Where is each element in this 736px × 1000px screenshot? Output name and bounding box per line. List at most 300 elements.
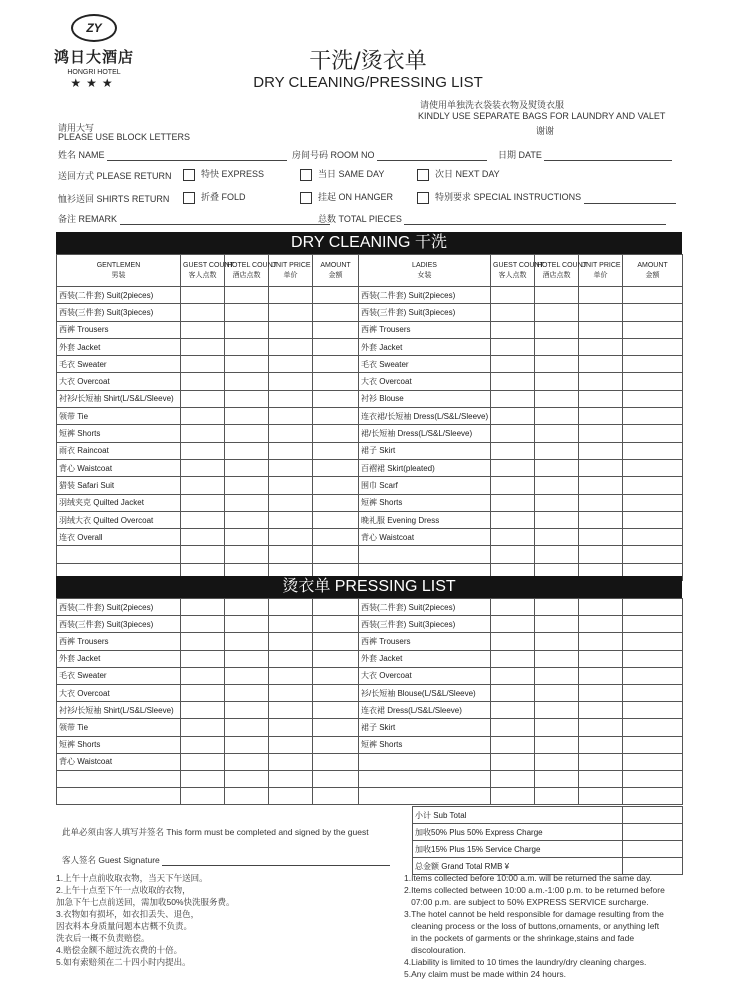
entry-cell[interactable] xyxy=(579,529,623,546)
entry-cell[interactable] xyxy=(269,390,313,407)
entry-cell[interactable] xyxy=(535,650,579,667)
entry-cell[interactable] xyxy=(269,702,313,719)
table-row xyxy=(57,599,683,616)
guest-count-header: GUEST COUNT 客人点数 xyxy=(181,255,225,287)
entry-cell[interactable] xyxy=(313,616,359,633)
entry-cell[interactable] xyxy=(491,633,535,650)
sub-total-label: 小计 Sub Total xyxy=(413,807,623,824)
gentlemen-item: 衬衫/长短袖 Shirt(L/S&L/Sleeve) xyxy=(57,702,181,719)
entry-cell[interactable] xyxy=(491,667,535,684)
notes-cn xyxy=(56,872,386,968)
entry-cell[interactable] xyxy=(491,425,535,442)
entry-cell[interactable] xyxy=(623,477,683,494)
entry-cell[interactable] xyxy=(269,616,313,633)
entry-cell[interactable] xyxy=(491,702,535,719)
entry-cell[interactable] xyxy=(491,788,535,805)
entry-cell[interactable] xyxy=(269,719,313,736)
entry-cell[interactable] xyxy=(313,287,359,304)
ladies-item: 百褶裙 Skirt(pleated) xyxy=(359,459,491,476)
entry-cell[interactable] xyxy=(313,599,359,616)
entry-cell[interactable] xyxy=(535,442,579,459)
entry-cell[interactable] xyxy=(623,684,683,701)
entry-cell[interactable] xyxy=(313,425,359,442)
entry-cell[interactable] xyxy=(535,736,579,753)
entry-cell[interactable] xyxy=(181,511,225,528)
entry-cell[interactable] xyxy=(269,529,313,546)
special-checkbox[interactable] xyxy=(417,192,429,204)
entry-cell[interactable] xyxy=(269,770,313,787)
entry-cell[interactable] xyxy=(535,770,579,787)
entry-cell[interactable] xyxy=(491,321,535,338)
entry-cell xyxy=(57,770,181,787)
entry-cell[interactable] xyxy=(535,373,579,390)
entry-cell[interactable] xyxy=(535,494,579,511)
entry-cell[interactable] xyxy=(181,459,225,476)
ladies-item: 裙子 Skirt xyxy=(359,719,491,736)
fold-label: 折叠 FOLD xyxy=(201,192,246,202)
entry-cell[interactable] xyxy=(623,442,683,459)
entry-cell[interactable] xyxy=(623,356,683,373)
entry-cell[interactable] xyxy=(269,356,313,373)
entry-cell[interactable] xyxy=(225,459,269,476)
entry-cell[interactable] xyxy=(225,616,269,633)
entry-cell[interactable] xyxy=(225,599,269,616)
entry-cell[interactable] xyxy=(579,408,623,425)
entry-cell[interactable] xyxy=(491,736,535,753)
dry-cleaning-table xyxy=(56,254,683,581)
entry-cell[interactable] xyxy=(225,494,269,511)
entry-cell[interactable] xyxy=(579,425,623,442)
ladies-item: 大衣 Overcoat xyxy=(359,373,491,390)
entry-cell[interactable] xyxy=(623,304,683,321)
entry-cell[interactable] xyxy=(181,788,225,805)
entry-cell[interactable] xyxy=(623,667,683,684)
pressing-list-header: 烫衣单 PRESSING LIST xyxy=(56,576,682,598)
special-field[interactable] xyxy=(584,203,676,204)
entry-cell[interactable] xyxy=(535,321,579,338)
entry-cell[interactable] xyxy=(181,599,225,616)
date-field[interactable] xyxy=(544,160,672,161)
entry-cell[interactable] xyxy=(579,599,623,616)
entry-cell[interactable] xyxy=(535,616,579,633)
room-field[interactable] xyxy=(377,160,487,161)
entry-cell[interactable] xyxy=(535,408,579,425)
entry-cell[interactable] xyxy=(181,356,225,373)
entry-cell[interactable] xyxy=(269,633,313,650)
fold-checkbox[interactable] xyxy=(183,192,195,204)
entry-cell[interactable] xyxy=(623,650,683,667)
gentlemen-item: 猎装 Safari Suit xyxy=(57,477,181,494)
entry-cell[interactable] xyxy=(579,373,623,390)
entry-cell[interactable] xyxy=(579,356,623,373)
special-label: 特别要求 SPECIAL INSTRUCTIONS xyxy=(435,192,582,202)
entry-cell[interactable] xyxy=(491,494,535,511)
entry-cell[interactable] xyxy=(225,356,269,373)
entry-cell[interactable] xyxy=(579,442,623,459)
entry-cell[interactable] xyxy=(313,546,359,563)
entry-cell[interactable] xyxy=(313,338,359,355)
entry-cell[interactable] xyxy=(623,425,683,442)
entry-cell[interactable] xyxy=(225,408,269,425)
note-line: 加急下午七点前送回，需加收50%快洗服务费。 xyxy=(56,897,235,907)
entry-cell[interactable] xyxy=(579,736,623,753)
express-charge-value[interactable] xyxy=(623,824,683,841)
entry-cell[interactable] xyxy=(491,442,535,459)
entry-cell[interactable] xyxy=(181,684,225,701)
entry-cell[interactable] xyxy=(579,770,623,787)
entry-cell[interactable] xyxy=(623,719,683,736)
pressing-table xyxy=(56,598,683,805)
table-row xyxy=(57,702,683,719)
entry-cell[interactable] xyxy=(181,650,225,667)
entry-cell[interactable] xyxy=(313,667,359,684)
table-row xyxy=(57,753,683,770)
entry-cell[interactable] xyxy=(269,684,313,701)
entry-cell[interactable] xyxy=(313,408,359,425)
entry-cell[interactable] xyxy=(313,321,359,338)
entry-cell[interactable] xyxy=(181,373,225,390)
entry-cell[interactable] xyxy=(535,356,579,373)
entry-cell[interactable] xyxy=(579,494,623,511)
entry-cell[interactable] xyxy=(225,667,269,684)
entry-cell[interactable] xyxy=(313,719,359,736)
gentlemen-item: 背心 Waistcoat xyxy=(57,753,181,770)
entry-cell[interactable] xyxy=(491,408,535,425)
entry-cell[interactable] xyxy=(181,321,225,338)
entry-cell[interactable] xyxy=(535,390,579,407)
entry-cell[interactable] xyxy=(579,788,623,805)
entry-cell[interactable] xyxy=(181,494,225,511)
entry-cell[interactable] xyxy=(313,511,359,528)
entry-cell[interactable] xyxy=(579,390,623,407)
entry-cell[interactable] xyxy=(579,719,623,736)
entry-cell[interactable] xyxy=(579,287,623,304)
entry-cell[interactable] xyxy=(579,650,623,667)
entry-cell[interactable] xyxy=(181,390,225,407)
entry-cell[interactable] xyxy=(225,390,269,407)
entry-cell[interactable] xyxy=(623,338,683,355)
entry-cell[interactable] xyxy=(225,442,269,459)
entry-cell[interactable] xyxy=(181,425,225,442)
entry-cell[interactable] xyxy=(269,736,313,753)
entry-cell[interactable] xyxy=(535,304,579,321)
entry-cell[interactable] xyxy=(535,511,579,528)
remark-field[interactable] xyxy=(120,224,330,225)
express-charge-label: 加收50% Plus 50% Express Charge xyxy=(413,824,623,841)
entry-cell[interactable] xyxy=(225,304,269,321)
entry-cell[interactable] xyxy=(579,511,623,528)
logo-mark: ZY xyxy=(71,14,117,42)
entry-cell[interactable] xyxy=(491,304,535,321)
entry-cell[interactable] xyxy=(623,494,683,511)
entry-cell[interactable] xyxy=(535,753,579,770)
entry-cell[interactable] xyxy=(269,494,313,511)
entry-cell[interactable] xyxy=(491,684,535,701)
entry-cell[interactable] xyxy=(313,304,359,321)
entry-cell[interactable] xyxy=(623,546,683,563)
entry-cell[interactable] xyxy=(491,599,535,616)
entry-cell[interactable] xyxy=(225,650,269,667)
entry-cell[interactable] xyxy=(269,287,313,304)
entry-cell[interactable] xyxy=(535,529,579,546)
table-row xyxy=(57,390,683,407)
instructions-en: KINDLY USE SEPARATE BAGS FOR LAUNDRY AND VALET xyxy=(418,111,666,121)
note-line: 3.衣物如有损坏，如衣扣丢失、退色， xyxy=(56,909,200,919)
entry-cell[interactable] xyxy=(579,684,623,701)
entry-cell[interactable] xyxy=(535,719,579,736)
next-day-checkbox[interactable] xyxy=(417,169,429,181)
entry-cell[interactable] xyxy=(579,321,623,338)
signature-field[interactable] xyxy=(162,865,390,866)
table-row xyxy=(57,719,683,736)
entry-cell[interactable] xyxy=(579,477,623,494)
entry-cell[interactable] xyxy=(225,529,269,546)
entry-cell xyxy=(359,788,491,805)
entry-cell[interactable] xyxy=(225,633,269,650)
entry-cell[interactable] xyxy=(623,511,683,528)
entry-cell[interactable] xyxy=(491,477,535,494)
entry-cell[interactable] xyxy=(623,770,683,787)
entry-cell[interactable] xyxy=(269,459,313,476)
entry-cell[interactable] xyxy=(623,702,683,719)
entry-cell xyxy=(57,546,181,563)
entry-cell[interactable] xyxy=(225,770,269,787)
sub-total-value[interactable] xyxy=(623,807,683,824)
entry-cell[interactable] xyxy=(181,736,225,753)
hotel-stars: ★★★ xyxy=(70,76,118,90)
entry-cell[interactable] xyxy=(579,338,623,355)
note-line: 洗衣后一概不负责赔偿。 xyxy=(56,933,150,943)
entry-cell[interactable] xyxy=(313,356,359,373)
entry-cell[interactable] xyxy=(313,494,359,511)
total-pieces-field[interactable] xyxy=(404,224,666,225)
entry-cell[interactable] xyxy=(623,616,683,633)
entry-cell[interactable] xyxy=(535,684,579,701)
entry-cell[interactable] xyxy=(535,338,579,355)
entry-cell[interactable] xyxy=(623,287,683,304)
note-line: 1.Items collected before 10:00 a.m. will be returned the same day. xyxy=(404,873,652,883)
ladies-item: 西装(三件套) Suit(3pieces) xyxy=(359,616,491,633)
entry-cell[interactable] xyxy=(623,736,683,753)
entry-cell[interactable] xyxy=(225,684,269,701)
entry-cell[interactable] xyxy=(181,702,225,719)
entry-cell[interactable] xyxy=(269,788,313,805)
entry-cell xyxy=(359,546,491,563)
gentlemen-item: 短裤 Shorts xyxy=(57,736,181,753)
entry-cell[interactable] xyxy=(269,546,313,563)
entry-cell[interactable] xyxy=(181,616,225,633)
entry-cell[interactable] xyxy=(491,338,535,355)
note-line: 07:00 p.m. are subject to 50% EXPRESS SERVICE surcharge. xyxy=(404,897,649,907)
entry-cell[interactable] xyxy=(491,459,535,476)
entry-cell[interactable] xyxy=(313,442,359,459)
entry-cell[interactable] xyxy=(269,373,313,390)
entry-cell[interactable] xyxy=(181,719,225,736)
name-field[interactable] xyxy=(107,160,287,161)
entry-cell[interactable] xyxy=(491,616,535,633)
table-row xyxy=(57,667,683,684)
entry-cell[interactable] xyxy=(313,390,359,407)
entry-cell[interactable] xyxy=(269,667,313,684)
entry-cell[interactable] xyxy=(579,753,623,770)
gentlemen-item: 连衣 Overall xyxy=(57,529,181,546)
entry-cell[interactable] xyxy=(313,373,359,390)
entry-cell[interactable] xyxy=(269,442,313,459)
entry-cell[interactable] xyxy=(313,529,359,546)
table-row xyxy=(57,736,683,753)
entry-cell[interactable] xyxy=(623,408,683,425)
entry-cell[interactable] xyxy=(181,546,225,563)
entry-cell[interactable] xyxy=(535,633,579,650)
entry-cell[interactable] xyxy=(623,633,683,650)
gentlemen-item: 毛衣 Sweater xyxy=(57,356,181,373)
entry-cell[interactable] xyxy=(225,373,269,390)
entry-cell[interactable] xyxy=(313,736,359,753)
entry-cell[interactable] xyxy=(579,702,623,719)
entry-cell[interactable] xyxy=(181,529,225,546)
ladies-item: 裙/长短袖 Dress(L/S&L/Sleeve) xyxy=(359,425,491,442)
entry-cell[interactable] xyxy=(181,442,225,459)
entry-cell[interactable] xyxy=(535,425,579,442)
entry-cell[interactable] xyxy=(181,753,225,770)
hotel-count-header: HOTEL COUNT 酒店点数 xyxy=(535,255,579,287)
entry-cell[interactable] xyxy=(491,511,535,528)
entry-cell[interactable] xyxy=(181,667,225,684)
entry-cell[interactable] xyxy=(269,477,313,494)
entry-cell[interactable] xyxy=(269,408,313,425)
entry-cell[interactable] xyxy=(535,546,579,563)
entry-cell[interactable] xyxy=(313,788,359,805)
entry-cell[interactable] xyxy=(535,459,579,476)
gentlemen-item: 领带 Tie xyxy=(57,719,181,736)
entry-cell[interactable] xyxy=(535,788,579,805)
entry-cell[interactable] xyxy=(313,477,359,494)
entry-cell[interactable] xyxy=(225,702,269,719)
entry-cell[interactable] xyxy=(269,338,313,355)
entry-cell[interactable] xyxy=(181,287,225,304)
entry-cell[interactable] xyxy=(579,546,623,563)
entry-cell[interactable] xyxy=(181,770,225,787)
entry-cell[interactable] xyxy=(225,736,269,753)
service-charge-label: 加收15% Plus 15% Service Charge xyxy=(413,841,623,858)
on-hanger-checkbox[interactable] xyxy=(300,192,312,204)
block-letters-cn: 请用大写 xyxy=(58,123,95,133)
entry-cell[interactable] xyxy=(225,511,269,528)
entry-cell[interactable] xyxy=(579,667,623,684)
entry-cell[interactable] xyxy=(181,477,225,494)
entry-cell[interactable] xyxy=(579,633,623,650)
entry-cell[interactable] xyxy=(181,304,225,321)
entry-cell[interactable] xyxy=(491,356,535,373)
entry-cell[interactable] xyxy=(623,788,683,805)
unit-price-header: UNIT PRICE 单价 xyxy=(579,255,623,287)
entry-cell[interactable] xyxy=(225,321,269,338)
entry-cell[interactable] xyxy=(491,753,535,770)
entry-cell[interactable] xyxy=(313,753,359,770)
amount-header: AMOUNT 金额 xyxy=(623,255,683,287)
entry-cell[interactable] xyxy=(623,390,683,407)
entry-cell[interactable] xyxy=(491,373,535,390)
table-row xyxy=(57,633,683,650)
entry-cell[interactable] xyxy=(313,702,359,719)
entry-cell[interactable] xyxy=(313,633,359,650)
entry-cell[interactable] xyxy=(579,459,623,476)
entry-cell[interactable] xyxy=(535,599,579,616)
entry-cell[interactable] xyxy=(491,287,535,304)
same-day-checkbox[interactable] xyxy=(300,169,312,181)
entry-cell[interactable] xyxy=(225,788,269,805)
entry-cell[interactable] xyxy=(225,425,269,442)
entry-cell[interactable] xyxy=(269,511,313,528)
entry-cell[interactable] xyxy=(269,321,313,338)
entry-cell[interactable] xyxy=(535,667,579,684)
entry-cell[interactable] xyxy=(181,338,225,355)
entry-cell[interactable] xyxy=(313,650,359,667)
entry-cell[interactable] xyxy=(181,408,225,425)
entry-cell[interactable] xyxy=(623,599,683,616)
entry-cell[interactable] xyxy=(535,287,579,304)
entry-cell[interactable] xyxy=(313,459,359,476)
entry-cell[interactable] xyxy=(181,633,225,650)
entry-cell[interactable] xyxy=(225,287,269,304)
entry-cell[interactable] xyxy=(313,684,359,701)
service-charge-value[interactable] xyxy=(623,841,683,858)
entry-cell[interactable] xyxy=(623,529,683,546)
signature-label: 客人签名 Guest Signature xyxy=(62,855,160,865)
entry-cell[interactable] xyxy=(623,321,683,338)
entry-cell[interactable] xyxy=(491,546,535,563)
entry-cell[interactable] xyxy=(623,753,683,770)
entry-cell[interactable] xyxy=(269,425,313,442)
entry-cell[interactable] xyxy=(225,546,269,563)
hotel-count-header: HOTEL COUNT 酒店点数 xyxy=(225,255,269,287)
entry-cell[interactable] xyxy=(491,529,535,546)
entry-cell[interactable] xyxy=(623,373,683,390)
entry-cell[interactable] xyxy=(225,477,269,494)
entry-cell[interactable] xyxy=(491,650,535,667)
entry-cell[interactable] xyxy=(535,702,579,719)
entry-cell[interactable] xyxy=(491,390,535,407)
entry-cell[interactable] xyxy=(313,770,359,787)
sign-statement: 此单必须由客人填写并签名 This form must be completed and signed by the guest xyxy=(62,827,369,837)
entry-cell[interactable] xyxy=(225,753,269,770)
guest-count-header: GUEST COUNT 客人点数 xyxy=(491,255,535,287)
entry-cell[interactable] xyxy=(579,616,623,633)
note-line: 4.赔偿金额不超过洗衣费的十倍。 xyxy=(56,945,183,955)
instructions-cn: 请使用单独洗衣袋装衣物及熨烫衣服 xyxy=(420,100,565,110)
entry-cell[interactable] xyxy=(225,338,269,355)
entry-cell[interactable] xyxy=(269,650,313,667)
entry-cell[interactable] xyxy=(269,753,313,770)
remark-label: 备注 REMARK xyxy=(58,214,118,224)
ladies-header: LADIES 女装 xyxy=(359,255,491,287)
ladies-item: 西装(二件套) Suit(2pieces) xyxy=(359,287,491,304)
table-row xyxy=(57,529,683,546)
entry-cell[interactable] xyxy=(623,459,683,476)
entry-cell[interactable] xyxy=(491,770,535,787)
entry-cell[interactable] xyxy=(225,719,269,736)
table-row xyxy=(57,684,683,701)
unit-price-header: UNIT PRICE 单价 xyxy=(269,255,313,287)
entry-cell[interactable] xyxy=(535,477,579,494)
entry-cell[interactable] xyxy=(269,599,313,616)
entry-cell[interactable] xyxy=(579,304,623,321)
table-row xyxy=(57,321,683,338)
entry-cell[interactable] xyxy=(269,304,313,321)
hotel-name-en: HONGRI HOTEL xyxy=(67,69,121,76)
express-checkbox[interactable] xyxy=(183,169,195,181)
entry-cell[interactable] xyxy=(491,719,535,736)
